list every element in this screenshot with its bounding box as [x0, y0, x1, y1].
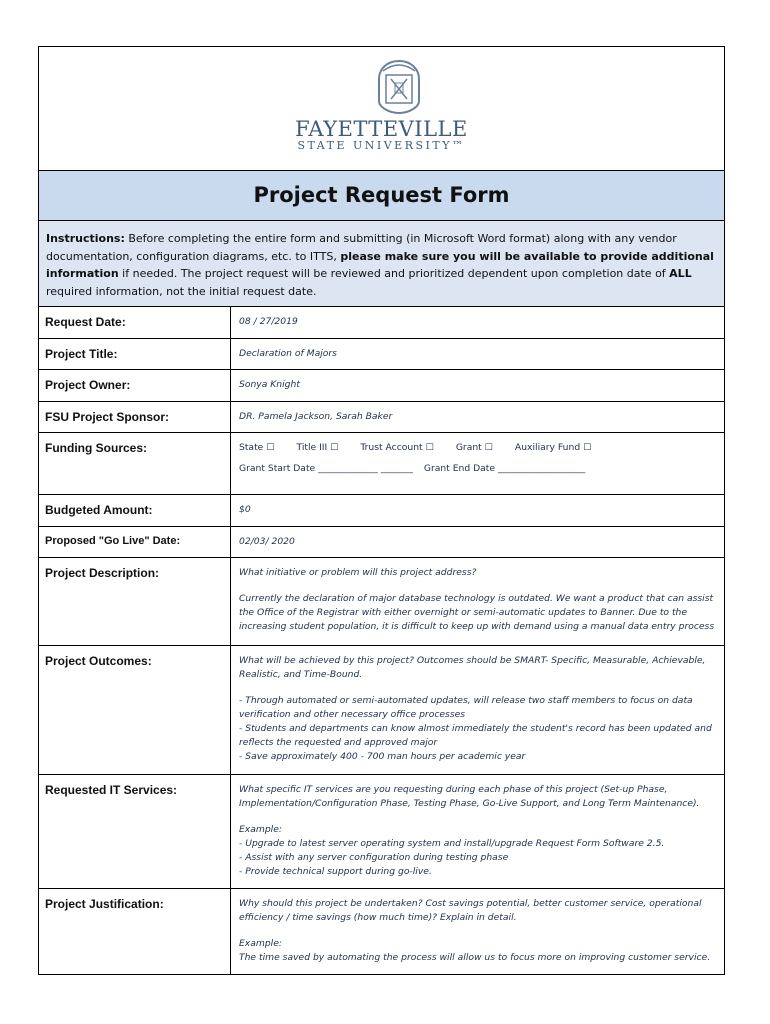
- sponsor-row: [39, 402, 724, 433]
- go-live-row: [39, 527, 724, 558]
- sponsor-field[interactable]: DR. Pamela Jackson, Sarah Baker: [239, 411, 393, 422]
- funding-option-state[interactable]: State ☐: [239, 442, 275, 453]
- project-request-form: [38, 46, 725, 975]
- funding-option-auxiliary[interactable]: Auxiliary Fund ☐: [514, 442, 592, 453]
- university-wordmark: [39, 117, 724, 152]
- funding-option-grant[interactable]: Grant ☐: [455, 442, 493, 453]
- it-services-prompt: What specific IT services are you requesting during each phase of this project (Set-up Phase, Implementation/Configuration Phase, Testing Phase, Go-Live Support, and Long Term Maintenance).: [239, 784, 700, 809]
- instructions-text-2: if needed. The project request will be reviewed and prioritized dependent upon completion date of: [118, 267, 670, 280]
- funding-label: Funding Sources:: [39, 433, 231, 494]
- justification-field[interactable]: [231, 889, 724, 974]
- project-owner-label: Project Owner:: [39, 370, 231, 401]
- budget-label: Budgeted Amount:: [39, 495, 231, 526]
- university-subtitle: STATE UNIVERSITY™: [297, 139, 466, 152]
- request-date-field[interactable]: 08 / 27/2019: [239, 316, 298, 327]
- instructions-bold-text: please make sure you will be available to provide additional information: [46, 249, 714, 280]
- outcomes-row: [39, 646, 724, 775]
- funding-field: [231, 433, 724, 494]
- outcomes-item: - Save approximately 400 - 700 man hours per academic year: [239, 751, 526, 762]
- budget-field[interactable]: $0: [239, 504, 251, 515]
- instructions-bold-all: ALL: [669, 267, 692, 280]
- request-date-label: Request Date:: [39, 307, 231, 338]
- it-services-item: - Assist with any server configuration during testing phase: [239, 852, 509, 863]
- instructions-label: Instructions:: [46, 232, 125, 245]
- university-name: FAYETTEVILLE: [295, 117, 468, 141]
- it-services-label: Requested IT Services:: [39, 775, 231, 888]
- justification-example: The time saved by automating the process will allow us to focus more on improving customer service.: [239, 952, 711, 963]
- go-live-label: Proposed "Go Live" Date:: [39, 527, 231, 557]
- justification-label: Project Justification:: [39, 889, 231, 974]
- description-row: [39, 558, 724, 646]
- project-owner-row: [39, 370, 724, 402]
- it-services-item: - Provide technical support during go-live.: [239, 866, 432, 877]
- outcomes-item: - Students and departments can know almost immediately the student's record has been updated and reflects the requested and approved major: [239, 723, 712, 748]
- description-prompt: What initiative or problem will this project address?: [239, 567, 477, 578]
- outcomes-field[interactable]: [231, 646, 724, 774]
- it-services-example-label: Example:: [239, 824, 282, 835]
- go-live-field[interactable]: 02/03/ 2020: [239, 536, 295, 547]
- description-field[interactable]: [231, 558, 724, 645]
- project-title-row: [39, 339, 724, 370]
- project-title-label: Project Title:: [39, 339, 231, 369]
- logo-header: [39, 47, 724, 171]
- request-date-row: [39, 307, 724, 339]
- it-services-row: [39, 775, 724, 889]
- funding-option-trust[interactable]: Trust Account ☐: [360, 442, 434, 453]
- justification-example-label: Example:: [239, 938, 282, 949]
- grant-start-date-field[interactable]: Grant Start Date _____________ _______: [239, 463, 413, 474]
- instructions-text-1: Before completing the entire form and submitting (in Microsoft Word format) along with any vendor documentation, configuration diagrams, etc. to ITTS,: [46, 232, 677, 263]
- grant-end-date-field[interactable]: Grant End Date ___________________: [423, 463, 586, 474]
- funding-row: [39, 433, 724, 495]
- description-answer: Currently the declaration of major database technology is outdated. We want a product that can assist the Office of the Registrar with either overnight or semi-automatic updates to Banner. Due to the increasing student population, it is difficult to keep up with demand using a manual data entry process: [239, 593, 715, 632]
- instructions-block: [39, 221, 724, 307]
- outcomes-item: - Through automated or semi-automated updates, will release two staff members to focus on data verification and other necessary office processes: [239, 695, 693, 720]
- budget-row: [39, 495, 724, 527]
- instructions-text-3: required information, not the initial request date.: [46, 284, 317, 298]
- outcomes-label: Project Outcomes:: [39, 646, 231, 774]
- it-services-item: - Upgrade to latest server operating system and install/upgrade Request Form Software 2.5.: [239, 838, 665, 849]
- sponsor-label: FSU Project Sponsor:: [39, 402, 231, 432]
- project-owner-field[interactable]: Sonya Knight: [239, 379, 300, 390]
- project-title-field[interactable]: Declaration of Majors: [239, 348, 337, 359]
- form-title: Project Request Form: [39, 171, 724, 221]
- justification-row: [39, 889, 724, 974]
- justification-prompt: Why should this project be undertaken? Cost savings potential, better customer service, operational efficiency / time savings (how much time)? Explain in detail.: [239, 898, 702, 923]
- funding-option-title3[interactable]: Title III ☐: [296, 442, 339, 453]
- outcomes-prompt: What will be achieved by this project? Outcomes should be SMART- Specific, Measurable, Achievable, Realistic, and Time-Bound.: [239, 655, 706, 680]
- university-seal-logo: [369, 57, 429, 117]
- it-services-field[interactable]: [231, 775, 724, 888]
- description-label: Project Description:: [39, 558, 231, 645]
